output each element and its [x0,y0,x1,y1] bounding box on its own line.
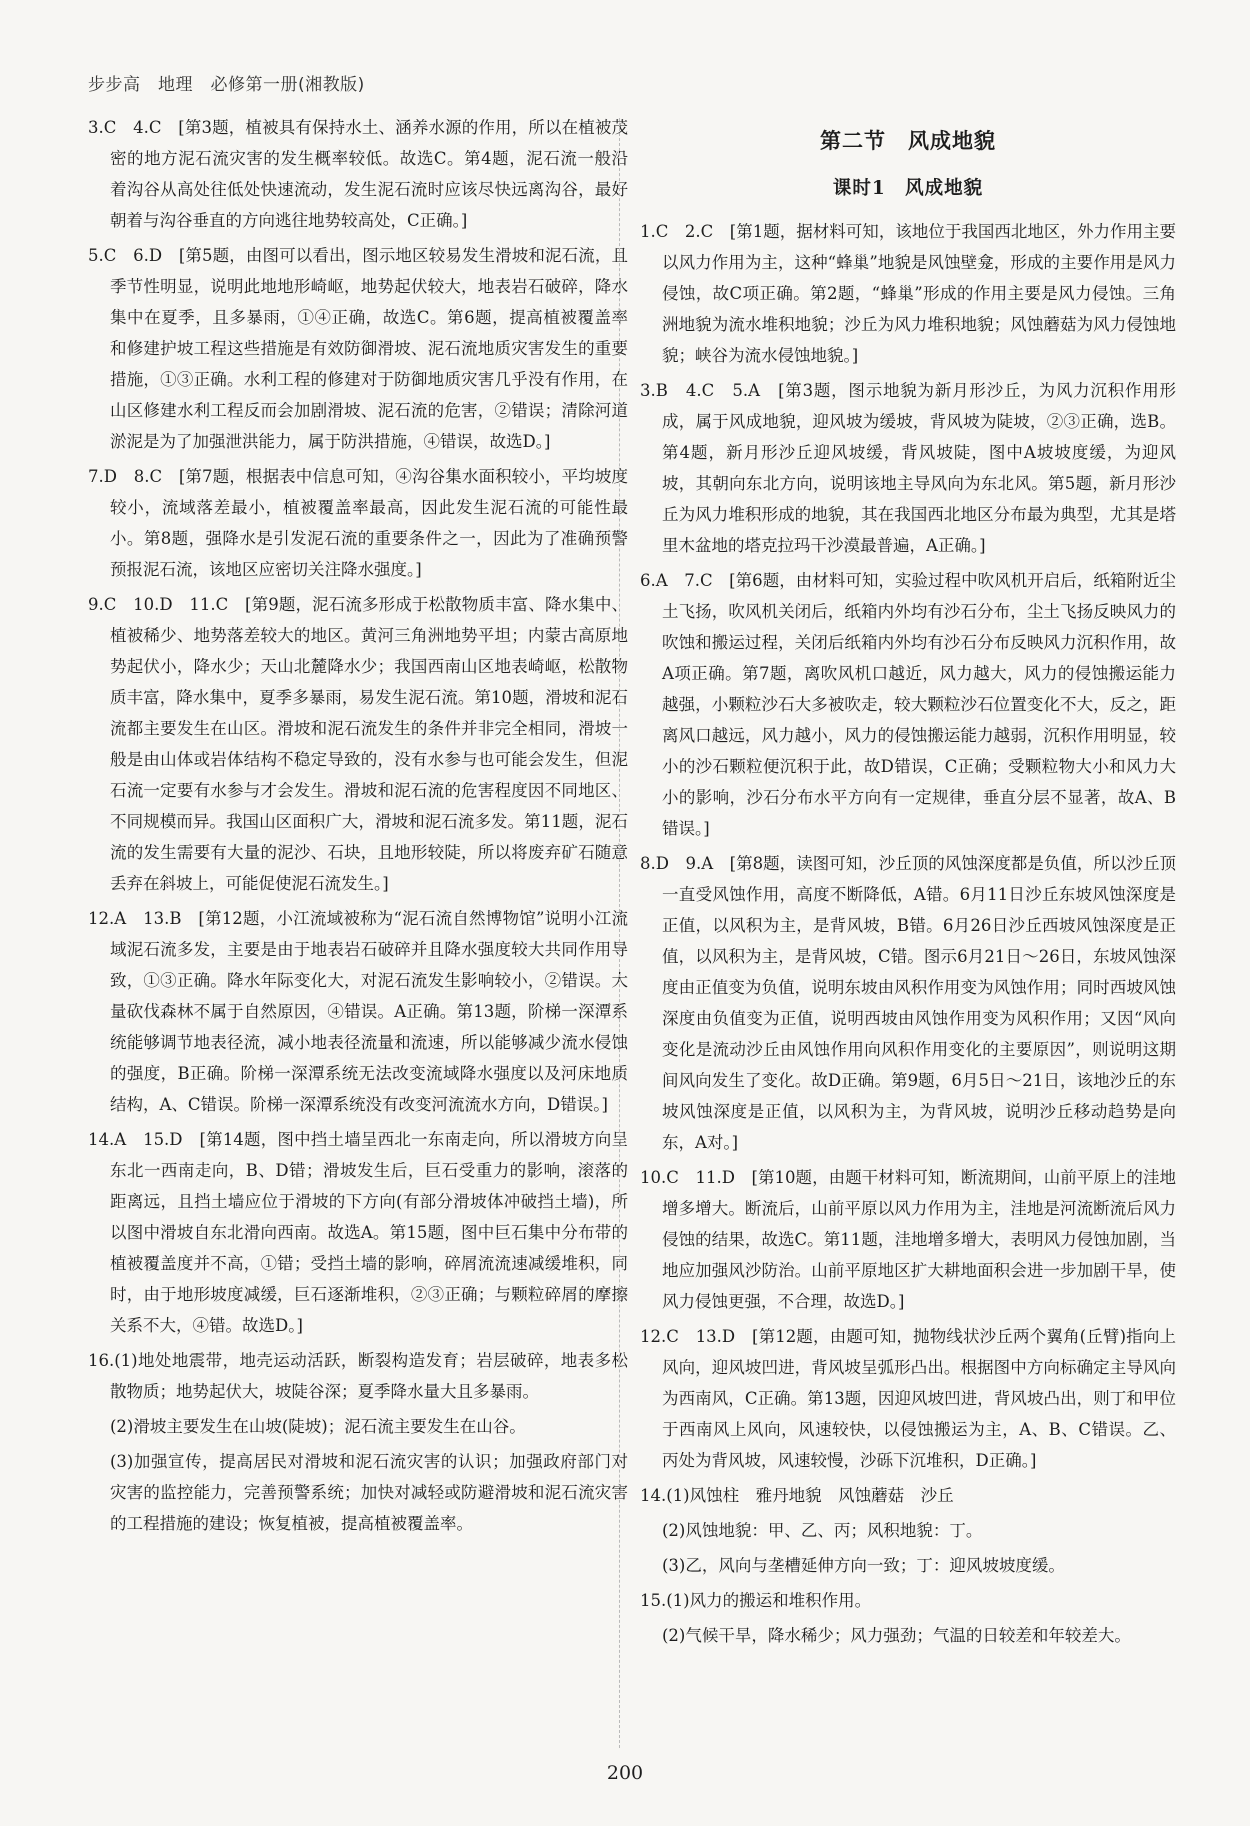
answer-paragraph: 12.C 13.D [第12题，由题可知，抛物线状沙丘两个翼角(丘臂)指向上风向，迎风坡凹进，背风坡呈弧形凸出。根据图中方向标确定主导风向为西南风，C正确。第13题，因迎风坡凹进，背风坡凸出，则丁和甲位于西南风上风向，风速较快，以侵蚀搬运为主，A、B、C错误。乙、丙处为背风坡，风速较慢，沙砾下沉堆积，D正确。] [640,1327,1176,1470]
answer-subparagraph: (2)气候干旱，降水稀少；风力强劲；气温的日较差和年较差大。 [662,1626,1131,1645]
left-column [88,112,628,1543]
answer-subparagraph: (3)乙，风向与垄槽延伸方向一致；丁：迎风坡坡度缓。 [662,1556,1065,1575]
answer-paragraph: 16.(1)地处地震带，地壳运动活跃，断裂构造发育；岩层破碎，地表多松散物质；地势起伏大，坡陡谷深；夏季降水量大且多暴雨。 [88,1351,628,1401]
answer-paragraph: 15.(1)风力的搬运和堆积作用。 [640,1591,872,1610]
answer-paragraph: 14.(1)风蚀柱 雅丹地貌 风蚀蘑菇 沙丘 [640,1486,954,1505]
running-header: 步步高 地理 必修第一册(湘教版) [88,75,365,95]
answer-paragraph: 3.B 4.C 5.A [第3题，图示地貌为新月形沙丘，为风力沉积作用形成，属于风成地貌，迎风坡为缓坡，背风坡为陡坡，②③正确，选B。第4题，新月形沙丘迎风坡缓，背风坡陡，图中A坡坡度缓，为迎风坡，其朝向东北方向，说明该地主导风向为东北风。第5题，新月形沙丘为风力堆积形成的地貌，其在我国西北地区分布最为典型，尤其是塔里木盆地的塔克拉玛干沙漠最普遍，A正确。] [640,381,1176,555]
answer-subparagraph: (3)加强宣传，提高居民对滑坡和泥石流灾害的认识；加强政府部门对灾害的监控能力，完善预警系统；加快对减轻或防避滑坡和泥石流灾害的工程措施的建设；恢复植被，提高植被覆盖率。 [110,1452,628,1533]
section-title: 第二节 风成地貌 [820,128,996,153]
answer-subparagraph: (2)风蚀地貌：甲、乙、丙；风积地貌：丁。 [662,1521,983,1540]
answer-paragraph: 7.D 8.C [第7题，根据表中信息可知，④沟谷集水面积较小，平均坡度较小，流域落差最小，植被覆盖率最高，因此发生泥石流的可能性最小。第8题，强降水是引发泥石流的重要条件之一，因此为了准确预警预报泥石流，该地区应密切关注降水强度。] [88,467,628,579]
answer-paragraph: 5.C 6.D [第5题，由图可以看出，图示地区较易发生滑坡和泥石流，且季节性明显，说明此地地形崎岖，地势起伏较大，地表岩石破碎，降水集中在夏季，且多暴雨，①④正确，故选C。第6题，提高植被覆盖率和修建护坡工程这些措施是有效防御滑坡、泥石流地质灾害发生的重要措施，①③正确。水利工程的修建对于防御地质灾害几乎没有作用，在山区修建水利工程反而会加剧滑坡、泥石流的危害，②错误；清除河道淤泥是为了加强泄洪能力，属于防洪措施，④错误，故选D。] [88,246,628,451]
right-column [640,112,1176,1655]
lesson-title: 课时1 风成地貌 [832,178,984,199]
answer-paragraph: 6.A 7.C [第6题，由材料可知，实验过程中吹风机开启后，纸箱附近尘土飞扬，吹风机关闭后，纸箱内外均有沙石分布，尘土飞扬反映风力的吹蚀和搬运过程，关闭后纸箱内外均有沙石分布反映风力沉积作用，故A项正确。第7题，离吹风机口越近，风力越大，风力的侵蚀搬运能力越强，小颗粒沙石大多被吹走，较大颗粒沙石位置变化不大，反之，距离风口越远，风力越小，风力的侵蚀搬运能力越弱，沉积作用明显，较小的沙石颗粒便沉积于此，故D错误，C正确；受颗粒物大小和风力大小的影响，沙石分布水平方向有一定规律，垂直分层不显著，故A、B错误。] [640,571,1176,838]
answer-paragraph: 10.C 11.D [第10题，由题干材料可知，断流期间，山前平原上的洼地增多增大。断流后，山前平原以风力作用为主，洼地是河流断流后风力侵蚀的结果，故选C。第11题，洼地增多增大，表明风力侵蚀加剧，当地应加强风沙防治。山前平原地区扩大耕地面积会进一步加剧干旱，使风力侵蚀更强，不合理，故选D。] [640,1168,1176,1311]
answer-paragraph: 12.A 13.B [第12题，小江流域被称为“泥石流自然博物馆”说明小江流域泥石流多发，主要是由于地表岩石破碎并且降水强度较大共同作用导致，①③正确。降水年际变化大，对泥石流发生影响较小，②错误。大量砍伐森林不属于自然原因，④错误。A正确。第13题，阶梯一深潭系统能够调节地表径流，减小地表径流量和流速，所以能够减少流水侵蚀的强度，B正确。阶梯一深潭系统无法改变流域降水强度以及河床地质结构，A、C错误。阶梯一深潭系统没有改变河流流水方向，D错误。] [88,909,628,1114]
answer-paragraph: 9.C 10.D 11.C [第9题，泥石流多形成于松散物质丰富、降水集中、植被稀少、地势落差较大的地区。黄河三角洲地势平坦；内蒙古高原地势起伏小，降水少；天山北麓降水少；我国西南山区地表崎岖，松散物质丰富，降水集中，夏季多暴雨，易发生泥石流。第10题，滑坡和泥石流都主要发生在山区。滑坡和泥石流发生的条件并非完全相同，滑坡一般是由山体或岩体结构不稳定导致的，没有水参与也可能会发生，但泥石流一定要有水参与才会发生。滑坡和泥石流的危害程度因不同地区、不同规模而异。我国山区面积广大，滑坡和泥石流多发。第11题，泥石流的发生需要有大量的泥沙、石块，且地形较陡，所以将废弃矿石随意丢弃在斜坡上，可能促使泥石流发生。] [88,595,628,893]
answer-paragraph: 8.D 9.A [第8题，读图可知，沙丘顶的风蚀深度都是负值，所以沙丘顶一直受风蚀作用，高度不断降低，A错。6月11日沙丘东坡风蚀深度是正值，以风积为主，是背风坡，B错。6月26日沙丘西坡风蚀深度是正值，以风积为主，是背风坡，C错。图示6月21日～26日，东坡风蚀深度由正值变为负值，说明东坡由风积作用变为风蚀作用；同时西坡风蚀深度由负值变为正值，说明西坡由风蚀作用变为风积作用；又因“风向变化是流动沙丘由风蚀作用向风积作用变化的主要原因”，则说明这期间风向发生了变化。故D正确。第9题，6月5日～21日，该地沙丘的东坡风蚀深度是正值，以风积为主，为背风坡，说明沙丘移动趋势是向东，A对。] [640,854,1176,1152]
column-divider [619,118,620,1748]
answer-paragraph: 14.A 15.D [第14题，图中挡土墙呈西北一东南走向，所以滑坡方向呈东北一西南走向，B、D错；滑坡发生后，巨石受重力的影响，滚落的距离远，且挡土墙应位于滑坡的下方向(有部分滑坡体冲破挡土墙)，所以图中滑坡自东北滑向西南。故选A。第15题，图中巨石集中分布带的植被覆盖度并不高，①错；受挡土墙的影响，碎屑流流速减缓堆积，同时，由于地形坡度减缓，巨石逐渐堆积，②③正确；与颗粒碎屑的摩擦关系不大，④错。故选D。] [88,1130,628,1335]
page-number: 200 [606,1762,644,1784]
answer-subparagraph: (2)滑坡主要发生在山坡(陡坡)；泥石流主要发生在山谷。 [110,1417,526,1436]
answer-paragraph: 1.C 2.C [第1题，据材料可知，该地位于我国西北地区，外力作用主要以风力作用为主，这种“蜂巢”地貌是风蚀壁龛，形成的主要作用是风力侵蚀，故C项正确。第2题，“蜂巢”形成的作用主要是风力侵蚀。三角洲地貌为流水堆积地貌；沙丘为风力堆积地貌；风蚀蘑菇为风力侵蚀地貌；峡谷为流水侵蚀地貌。] [640,222,1176,365]
answer-paragraph: 3.C 4.C [第3题，植被具有保持水土、涵养水源的作用，所以在植被茂密的地方泥石流灾害的发生概率较低。故选C。第4题，泥石流一般沿着沟谷从高处往低处快速流动，发生泥石流时应该尽快远离沟谷，最好朝着与沟谷垂直的方向逃往地势较高处，C正确。] [88,118,628,230]
